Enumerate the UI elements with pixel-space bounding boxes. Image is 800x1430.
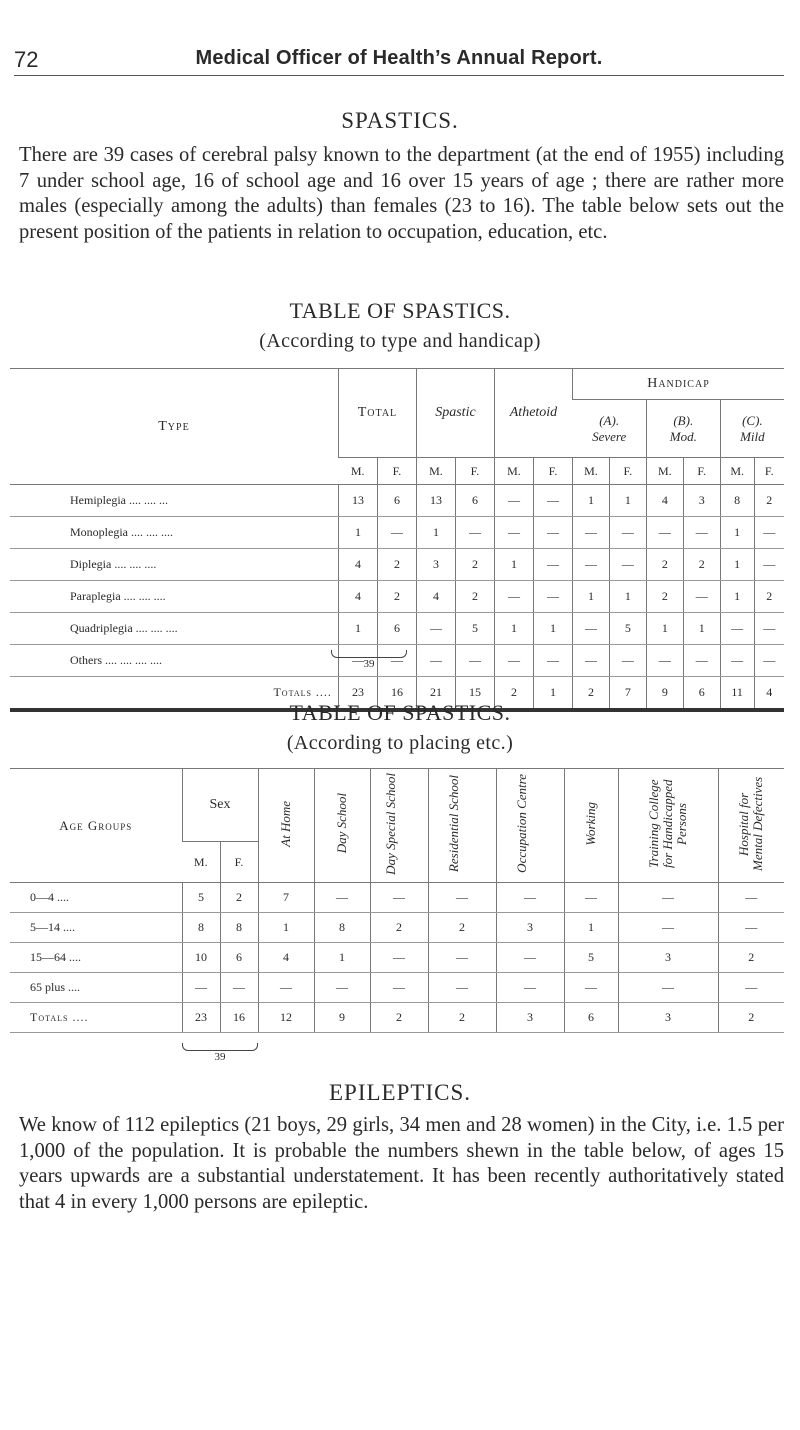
- table-cell: 1: [572, 485, 609, 517]
- page-number: 72: [14, 47, 39, 72]
- row-type-label: Paraplegia .... .... ....: [10, 581, 338, 613]
- table1-title: TABLE OF SPASTICS.: [289, 298, 511, 323]
- table-cell: 4: [258, 943, 314, 973]
- totals-cell: 2: [494, 677, 533, 711]
- table-cell: 2: [754, 581, 784, 613]
- header-m: M.: [182, 842, 220, 883]
- table-cell: —: [754, 549, 784, 581]
- totals-label: Totals ....: [10, 1003, 182, 1033]
- table-cell: 1: [338, 613, 377, 645]
- table-cell: 2: [370, 913, 428, 943]
- row-type-label: Others .... .... .... ....: [10, 645, 338, 677]
- header-f: F.: [220, 842, 258, 883]
- table-cell: —: [455, 517, 494, 549]
- table-cell: —: [370, 973, 428, 1003]
- table2-grand-total: [182, 1043, 258, 1063]
- table-cell: —: [182, 973, 220, 1003]
- totals-cell: 16: [377, 677, 416, 711]
- totals-cell: 15: [455, 677, 494, 711]
- totals-cell: 3: [618, 1003, 718, 1033]
- table-cell: 1: [533, 613, 572, 645]
- header-m: M.: [720, 458, 754, 485]
- table-cell: 1: [683, 613, 720, 645]
- table-cell: —: [720, 645, 754, 677]
- table-cell: —: [496, 973, 564, 1003]
- table-cell: —: [533, 485, 572, 517]
- totals-cell: 2: [370, 1003, 428, 1033]
- table-cell: —: [220, 973, 258, 1003]
- table-cell: —: [338, 645, 377, 677]
- table-cell: —: [683, 645, 720, 677]
- table-cell: 3: [618, 943, 718, 973]
- table-cell: 3: [683, 485, 720, 517]
- table-cell: —: [572, 549, 609, 581]
- header-f: F.: [609, 458, 646, 485]
- brace-line: [182, 1043, 258, 1051]
- row-type-label: Hemiplegia .... .... ...: [10, 485, 338, 517]
- table-cell: —: [646, 517, 683, 549]
- table-cell: 4: [338, 549, 377, 581]
- totals-cell: 9: [646, 677, 683, 711]
- table-cell: 2: [428, 913, 496, 943]
- table-cell: 1: [646, 613, 683, 645]
- header-hospital: Hospital for Mental Defectives: [718, 769, 784, 883]
- table-cell: 1: [720, 549, 754, 581]
- row-age-label: 15—64 ....: [10, 943, 182, 973]
- table-cell: 8: [314, 913, 370, 943]
- spastics-paragraph: There are 39 cases of cerebral palsy known to the department (at the end of 1955) including 7 under school age, 16 of school age and 16 over 15 years of age ; there are rather more males (especially among the adults) than females (23 to 16). The table below sets out the present position of the patients in relation to occupation, education, etc.: [19, 144, 784, 243]
- table-cell: —: [370, 883, 428, 913]
- grand-total-value: 39: [363, 658, 375, 670]
- table-cell: —: [683, 517, 720, 549]
- table-cell: —: [416, 613, 455, 645]
- table-cell: 5: [609, 613, 646, 645]
- table-cell: 6: [220, 943, 258, 973]
- header-severe: (A). Severe: [572, 400, 646, 458]
- table-spastics-by-placing: [10, 768, 784, 1033]
- epileptics-title: EPILEPTICS.: [329, 1080, 471, 1105]
- table-cell: 2: [683, 549, 720, 581]
- header-handicap: Handicap: [572, 369, 784, 400]
- totals-cell: 3: [496, 1003, 564, 1033]
- table-cell: 10: [182, 943, 220, 973]
- table-cell: 5: [455, 613, 494, 645]
- table-cell: 1: [314, 943, 370, 973]
- table-row: [10, 549, 784, 581]
- table-row: [10, 581, 784, 613]
- row-type-label: Quadriplegia .... .... ....: [10, 613, 338, 645]
- table-row: [10, 943, 784, 973]
- table-cell: —: [718, 883, 784, 913]
- table-cell: —: [646, 645, 683, 677]
- table-cell: —: [314, 973, 370, 1003]
- totals-cell: 7: [609, 677, 646, 711]
- header-training-college: Training College for Handicapped Persons: [618, 769, 718, 883]
- table-cell: —: [533, 517, 572, 549]
- running-title: Medical Officer of Health’s Annual Report.: [195, 47, 603, 69]
- table1-subtitle: (According to type and handicap): [259, 330, 541, 352]
- row-age-label: 0—4 ....: [10, 883, 182, 913]
- table-cell: 2: [754, 485, 784, 517]
- table-cell: 1: [609, 485, 646, 517]
- table-row: [10, 973, 784, 1003]
- totals-row: [10, 1003, 784, 1033]
- table-cell: 3: [416, 549, 455, 581]
- totals-cell: 12: [258, 1003, 314, 1033]
- table-cell: —: [258, 973, 314, 1003]
- table-cell: 8: [182, 913, 220, 943]
- totals-cell: 9: [314, 1003, 370, 1033]
- epileptics-paragraph: We know of 112 epileptics (21 boys, 29 girls, 34 men and 28 women) in the City, i.e. 1.5 per 1,000 of the population. It is probable the numbers shewn in the table below, of ages 15 years upwards are a substantial understatement. It has been recently authoritatively stated that 4 in every 1,000 persons are epileptic.: [19, 1114, 784, 1213]
- header-spastic: Spastic: [416, 369, 494, 458]
- table-cell: —: [718, 913, 784, 943]
- table-cell: 5: [564, 943, 618, 973]
- table-cell: 2: [377, 549, 416, 581]
- table-cell: 2: [718, 943, 784, 973]
- table-cell: 1: [494, 549, 533, 581]
- table-cell: —: [428, 973, 496, 1003]
- header-working: Working: [564, 769, 618, 883]
- header-mod: (B). Mod.: [646, 400, 720, 458]
- table-cell: 4: [416, 581, 455, 613]
- table-cell: —: [618, 883, 718, 913]
- table-cell: —: [428, 883, 496, 913]
- table-cell: 7: [258, 883, 314, 913]
- table-cell: 1: [720, 581, 754, 613]
- table-cell: —: [494, 517, 533, 549]
- row-age-label: 5—14 ....: [10, 913, 182, 943]
- table-row: [10, 613, 784, 645]
- table-cell: 1: [416, 517, 455, 549]
- totals-cell: 16: [220, 1003, 258, 1033]
- table-cell: 2: [455, 581, 494, 613]
- header-m: M.: [416, 458, 455, 485]
- table-cell: —: [494, 645, 533, 677]
- table-cell: —: [718, 973, 784, 1003]
- header-f: F.: [377, 458, 416, 485]
- table-cell: —: [572, 517, 609, 549]
- row-age-label: 65 plus ....: [10, 973, 182, 1003]
- table-cell: 2: [646, 581, 683, 613]
- table-cell: 1: [338, 517, 377, 549]
- header-m: M.: [338, 458, 377, 485]
- header-f: F.: [533, 458, 572, 485]
- table-cell: —: [564, 883, 618, 913]
- totals-cell: 23: [182, 1003, 220, 1033]
- header-m: M.: [494, 458, 533, 485]
- table-cell: —: [618, 913, 718, 943]
- header-total: Total: [338, 369, 416, 458]
- header-occupation-centre: Occupation Centre: [496, 769, 564, 883]
- row-type-label: Diplegia .... .... ....: [10, 549, 338, 581]
- table-cell: —: [370, 943, 428, 973]
- totals-cell: 2: [428, 1003, 496, 1033]
- table-cell: 1: [609, 581, 646, 613]
- header-rule: [14, 75, 784, 76]
- table-cell: —: [618, 973, 718, 1003]
- table-row: [10, 485, 784, 517]
- table-cell: —: [754, 613, 784, 645]
- table-cell: 4: [338, 581, 377, 613]
- totals-label: Totals ....: [10, 677, 338, 711]
- table-cell: —: [572, 645, 609, 677]
- table1-grand-total: [331, 650, 407, 670]
- table-cell: —: [377, 517, 416, 549]
- table-cell: —: [564, 973, 618, 1003]
- table-cell: —: [609, 517, 646, 549]
- header-residential-school: Residential School: [428, 769, 496, 883]
- table-cell: 2: [377, 581, 416, 613]
- table-cell: —: [496, 943, 564, 973]
- table-cell: 8: [220, 913, 258, 943]
- table-cell: 4: [646, 485, 683, 517]
- spastics-title: SPASTICS.: [341, 108, 459, 133]
- row-type-label: Monoplegia .... .... ....: [10, 517, 338, 549]
- table2-title: TABLE OF SPASTICS.: [289, 700, 511, 725]
- table-cell: 3: [496, 913, 564, 943]
- table-cell: 1: [494, 613, 533, 645]
- header-athetoid: Athetoid: [494, 369, 572, 458]
- table-row: [10, 517, 784, 549]
- table-cell: —: [377, 645, 416, 677]
- table-cell: 6: [455, 485, 494, 517]
- totals-cell: 6: [564, 1003, 618, 1033]
- table-cell: —: [754, 645, 784, 677]
- table-cell: 1: [564, 913, 618, 943]
- table-cell: 1: [572, 581, 609, 613]
- table-cell: 13: [416, 485, 455, 517]
- table-cell: —: [533, 549, 572, 581]
- table-cell: 1: [258, 913, 314, 943]
- table-cell: 5: [182, 883, 220, 913]
- table-row: [10, 913, 784, 943]
- header-mild: (C). Mild: [720, 400, 784, 458]
- table-cell: —: [754, 517, 784, 549]
- table-cell: —: [494, 581, 533, 613]
- totals-cell: 2: [572, 677, 609, 711]
- table-cell: —: [494, 485, 533, 517]
- totals-cell: 4: [754, 677, 784, 711]
- running-head: [14, 47, 784, 77]
- table-cell: 6: [377, 485, 416, 517]
- totals-cell: 1: [533, 677, 572, 711]
- header-m: M.: [572, 458, 609, 485]
- table-cell: 2: [220, 883, 258, 913]
- table-cell: —: [314, 883, 370, 913]
- table-cell: —: [533, 581, 572, 613]
- header-at-home: At Home: [258, 769, 314, 883]
- header-sex: Sex: [182, 769, 258, 842]
- table-cell: 1: [720, 517, 754, 549]
- table-cell: —: [609, 645, 646, 677]
- header-f: F.: [455, 458, 494, 485]
- table-cell: 2: [455, 549, 494, 581]
- table2-subtitle: (According to placing etc.): [286, 732, 514, 754]
- header-type: Type: [10, 369, 338, 485]
- table-cell: 13: [338, 485, 377, 517]
- table-cell: 8: [720, 485, 754, 517]
- totals-cell: 21: [416, 677, 455, 711]
- header-f: F.: [754, 458, 784, 485]
- table-cell: —: [428, 943, 496, 973]
- table-cell: —: [609, 549, 646, 581]
- header-f: F.: [683, 458, 720, 485]
- totals-cell: 2: [718, 1003, 784, 1033]
- table-cell: —: [720, 613, 754, 645]
- brace-line: [331, 650, 407, 658]
- table-row: [10, 883, 784, 913]
- totals-cell: 23: [338, 677, 377, 711]
- header-m: M.: [646, 458, 683, 485]
- table-cell: —: [533, 645, 572, 677]
- table-cell: 6: [377, 613, 416, 645]
- header-day-special-school: Day Special School: [370, 769, 428, 883]
- totals-cell: 11: [720, 677, 754, 711]
- table-cell: —: [572, 613, 609, 645]
- table-cell: —: [416, 645, 455, 677]
- totals-cell: 6: [683, 677, 720, 711]
- table-cell: —: [496, 883, 564, 913]
- table-cell: 2: [646, 549, 683, 581]
- header-day-school: Day School: [314, 769, 370, 883]
- header-age-groups: Age Groups: [10, 769, 182, 883]
- table-cell: —: [455, 645, 494, 677]
- grand-total-value: 39: [214, 1051, 226, 1063]
- table-cell: —: [683, 581, 720, 613]
